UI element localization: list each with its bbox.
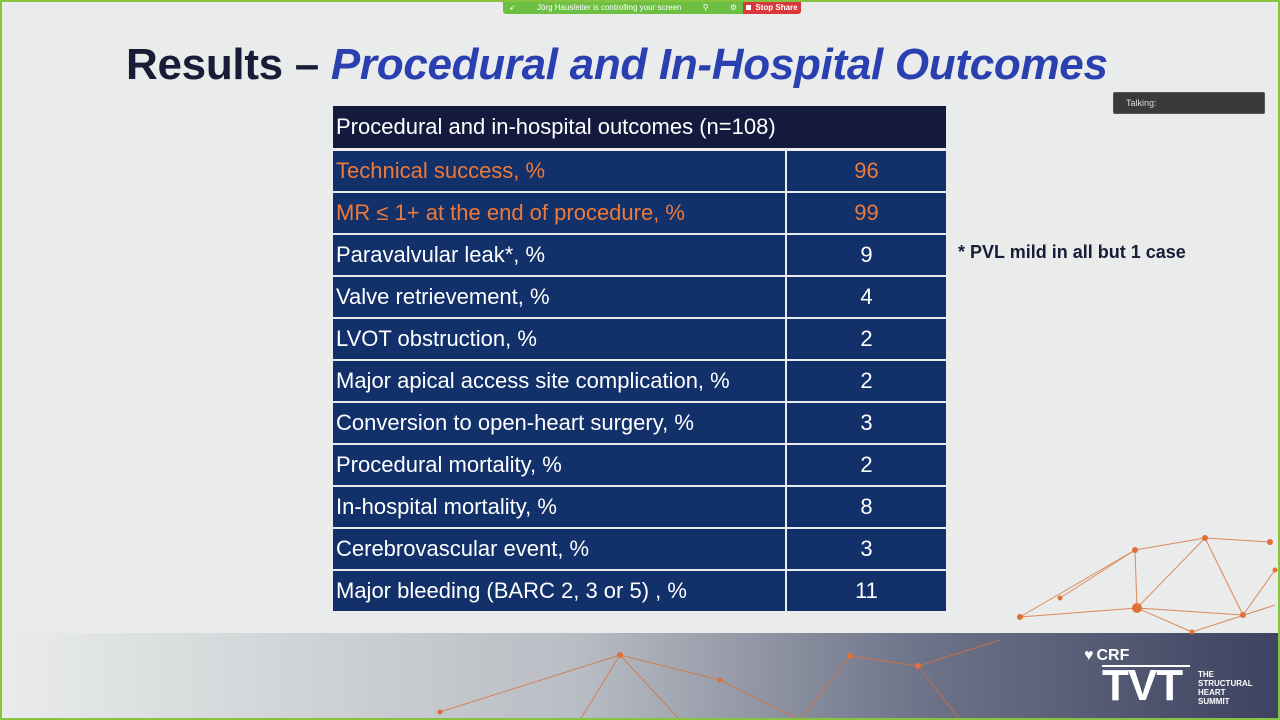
table-row xyxy=(333,192,946,234)
row-label: Procedural mortality, % xyxy=(333,444,786,486)
row-value: 4 xyxy=(786,276,946,318)
share-status-text: Jörg Hausleiter is controlling your screen xyxy=(536,2,682,12)
stop-share-button[interactable] xyxy=(743,0,801,14)
row-value: 2 xyxy=(786,444,946,486)
row-label: Technical success, % xyxy=(333,150,786,193)
heart-icon: ♥ xyxy=(1084,647,1094,664)
row-label: LVOT obstruction, % xyxy=(333,318,786,360)
row-value: 96 xyxy=(786,150,946,193)
table-header: Procedural and in-hospital outcomes (n=108) xyxy=(333,106,946,150)
table-row xyxy=(333,402,946,444)
share-status xyxy=(503,0,743,14)
tvt-tagline xyxy=(1198,670,1258,706)
screen-share-bar xyxy=(503,0,801,14)
stop-icon xyxy=(746,5,751,10)
tagline-line: SUMMIT xyxy=(1198,697,1230,706)
talking-label: Talking: xyxy=(1126,98,1157,108)
stop-share-label: Stop Share xyxy=(755,2,798,12)
network-decoration xyxy=(0,520,1280,720)
row-value: 2 xyxy=(786,360,946,402)
pointer-icon: ➶ xyxy=(509,2,516,12)
slide-title xyxy=(126,40,1108,90)
pin-icon[interactable]: ⚲ xyxy=(702,2,709,12)
table-row xyxy=(333,444,946,486)
tvt-logo: TVT xyxy=(1102,661,1183,710)
row-label: Major apical access site complication, % xyxy=(333,360,786,402)
table-row xyxy=(333,360,946,402)
title-main: Results – xyxy=(126,40,331,89)
footnote: * PVL mild in all but 1 case xyxy=(958,242,1186,262)
tagline-line: STRUCTURAL xyxy=(1198,679,1253,688)
row-label: Paravalvular leak*, % xyxy=(333,234,786,276)
row-label: In-hospital mortality, % xyxy=(333,486,786,528)
table-row xyxy=(333,318,946,360)
row-value: 3 xyxy=(786,528,946,570)
row-label: Cerebrovascular event, % xyxy=(333,528,786,570)
table-row xyxy=(333,276,946,318)
row-value: 3 xyxy=(786,402,946,444)
row-value: 2 xyxy=(786,318,946,360)
talking-indicator xyxy=(1113,92,1265,114)
row-label: Major bleeding (BARC 2, 3 or 5) , % xyxy=(333,570,786,612)
row-label: Conversion to open-heart surgery, % xyxy=(333,402,786,444)
row-value: 8 xyxy=(786,486,946,528)
row-value: 9 xyxy=(786,234,946,276)
row-value: 11 xyxy=(786,570,946,612)
tagline-line: HEART xyxy=(1198,688,1226,697)
table-row xyxy=(333,150,946,193)
row-label: Valve retrievement, % xyxy=(333,276,786,318)
table-row xyxy=(333,234,946,276)
row-label: MR ≤ 1+ at the end of procedure, % xyxy=(333,192,786,234)
title-sub: Procedural and In-Hospital Outcomes xyxy=(330,40,1108,89)
crf-text: CRF xyxy=(1096,647,1130,664)
tagline-line: THE xyxy=(1198,670,1214,679)
settings-icon[interactable]: ⚙ xyxy=(729,2,737,12)
row-value: 99 xyxy=(786,192,946,234)
